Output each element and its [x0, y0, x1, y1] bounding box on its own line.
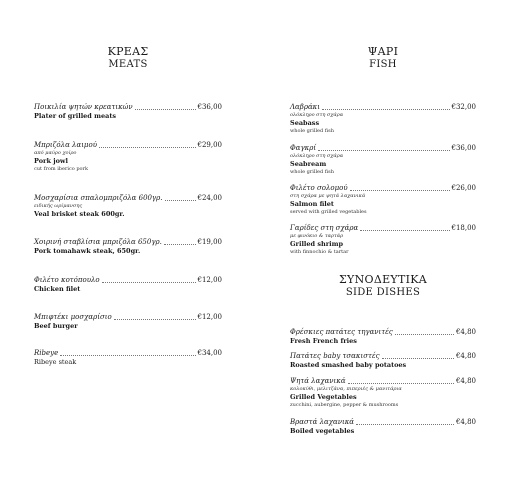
- fish-title-en: FISH: [369, 59, 397, 70]
- item-price: €12,00: [197, 313, 222, 321]
- leader-dots: [356, 424, 454, 425]
- item-desc-gr: από μαύρο χοίρο: [34, 150, 77, 156]
- leader-dots: [102, 282, 196, 283]
- menu-item: [34, 349, 222, 367]
- item-desc-gr: ολόκληρο στη σχάρα: [290, 153, 344, 159]
- item-name-gr: Μπιφτέκι μοσχαρίσιο: [34, 313, 112, 321]
- menu-item: [34, 103, 222, 121]
- leader-dots: [99, 147, 196, 148]
- item-name-gr: Βραστά λαχανικά: [290, 418, 355, 426]
- menu-item: [290, 377, 476, 409]
- item-price: €26,00: [451, 184, 476, 192]
- item-price: €4,80: [455, 352, 476, 360]
- leader-dots: [382, 358, 454, 359]
- menu-item: [34, 276, 222, 294]
- fish-heading: [290, 45, 476, 71]
- menu-item: [34, 313, 222, 331]
- meats-title-en: MEATS: [108, 59, 148, 70]
- sides-title-gr: ΣΥΝΟΔΕΥΤΙΚΑ: [338, 273, 428, 286]
- sides-heading: [290, 273, 476, 299]
- menu-item: [34, 238, 222, 256]
- item-desc-gr: κολοκύθι, μελιτζάνα, πιπεριές & μανιτάρια: [290, 386, 402, 392]
- leader-dots: [135, 109, 196, 110]
- item-desc-gr: με φινόκιο & ταρτάρ: [290, 233, 344, 239]
- item-name-en: Beef burger: [34, 322, 78, 330]
- item-name-en: Grilled shrimp: [290, 240, 344, 248]
- item-name-gr: Χοιρινή σταβλίσια μπριζόλα 650γρ.: [34, 238, 162, 246]
- menu-item: [34, 141, 222, 173]
- fish-title-gr: ΨΑΡΙ: [367, 45, 399, 58]
- item-desc-gr: ολόκληρο στη σχάρα: [290, 112, 344, 118]
- item-desc-gr: ειδικής ωρίμανσης: [34, 203, 83, 209]
- item-name-en: Salmon filet: [290, 200, 334, 208]
- item-name-gr: Φρέσκιες πατάτες τηγανιτές: [290, 328, 393, 336]
- item-desc-en: with finnochio & tartar: [290, 249, 349, 255]
- item-desc-en: zucchini, aubergine, pepper & mushrooms: [290, 402, 399, 408]
- meats-column: [34, 0, 222, 477]
- item-price: €4,80: [455, 328, 476, 336]
- item-name-gr: Ψητά λαχανικά: [290, 377, 346, 385]
- item-name-en: Boiled vegetables: [290, 427, 355, 435]
- leader-dots: [164, 244, 196, 245]
- menu-item: [290, 224, 476, 256]
- item-name-en: Chicken filet: [34, 285, 81, 293]
- item-name-en: Fresh French fries: [290, 337, 357, 345]
- menu-item: [34, 194, 222, 219]
- item-name-gr: Λαβράκι: [290, 103, 321, 111]
- leader-dots: [395, 334, 454, 335]
- item-price: €24,00: [197, 194, 222, 202]
- item-desc-gr: στη σχάρα με ψητά λαχανικά: [290, 193, 366, 199]
- item-price: €12,00: [197, 276, 222, 284]
- item-name-en: Plater of grilled meats: [34, 112, 116, 120]
- menu-item: [290, 144, 476, 176]
- menu-item: [290, 352, 476, 370]
- menu-item: [290, 328, 476, 346]
- menu-item: [290, 184, 476, 216]
- item-price: €18,00: [451, 224, 476, 232]
- item-name-gr: Γαρίδες στη σχάρα: [290, 224, 359, 232]
- item-name-en: Pork jowl: [34, 157, 68, 165]
- item-desc-en: served with grilled vegetables: [290, 209, 367, 215]
- item-price: €36,00: [197, 103, 222, 111]
- item-name-en: Veal brisket steak 600gr.: [34, 210, 125, 218]
- item-desc-en: whole grilled fish: [290, 169, 334, 175]
- item-name-en: Ribeye steak: [34, 358, 77, 366]
- item-name-en: Pork tomahawk steak, 650gr.: [34, 247, 141, 255]
- item-name-gr: Πατάτες baby τσακιστές: [290, 352, 380, 360]
- leader-dots: [165, 200, 196, 201]
- item-desc-en: whole grilled fish: [290, 128, 334, 134]
- item-price: €34,00: [197, 349, 222, 357]
- item-name-en: Roasted smashed baby potatoes: [290, 361, 407, 369]
- item-name-gr: Ribeye: [34, 349, 59, 357]
- item-name-en: Grilled Vegetables: [290, 393, 357, 401]
- item-desc-en: cut from iberico pork: [34, 166, 88, 172]
- leader-dots: [348, 383, 454, 384]
- item-name-gr: Φιλέτο κοτόπουλο: [34, 276, 100, 284]
- leader-dots: [350, 190, 450, 191]
- item-name-gr: Ποικιλία ψητών κρεατικών: [34, 103, 133, 111]
- leader-dots: [360, 230, 449, 231]
- item-price: €36,00: [451, 144, 476, 152]
- leader-dots: [322, 109, 449, 110]
- meats-heading: [34, 45, 222, 71]
- sides-title-en: SIDE DISHES: [345, 287, 421, 298]
- leader-dots: [114, 319, 196, 320]
- item-price: €29,00: [197, 141, 222, 149]
- item-price: €4,80: [455, 418, 476, 426]
- meats-title-gr: ΚΡΕΑΣ: [107, 45, 149, 58]
- item-name-gr: Φιλέτο σολομού: [290, 184, 348, 192]
- leader-dots: [60, 355, 195, 356]
- item-price: €19,00: [197, 238, 222, 246]
- fish-sides-column: [290, 0, 476, 477]
- item-name-gr: Μπριζόλα λαιμού: [34, 141, 97, 149]
- item-name-gr: Φαγκρί: [290, 144, 317, 152]
- menu-item: [290, 418, 476, 436]
- item-price: €4,80: [455, 377, 476, 385]
- item-name-gr: Μοσχαρίσια σπαλομπριζόλα 600γρ.: [34, 194, 163, 202]
- item-price: €32,00: [451, 103, 476, 111]
- leader-dots: [318, 150, 449, 151]
- item-name-en: Seabass: [290, 119, 320, 127]
- menu-item: [290, 103, 476, 135]
- item-name-en: Seabream: [290, 160, 327, 168]
